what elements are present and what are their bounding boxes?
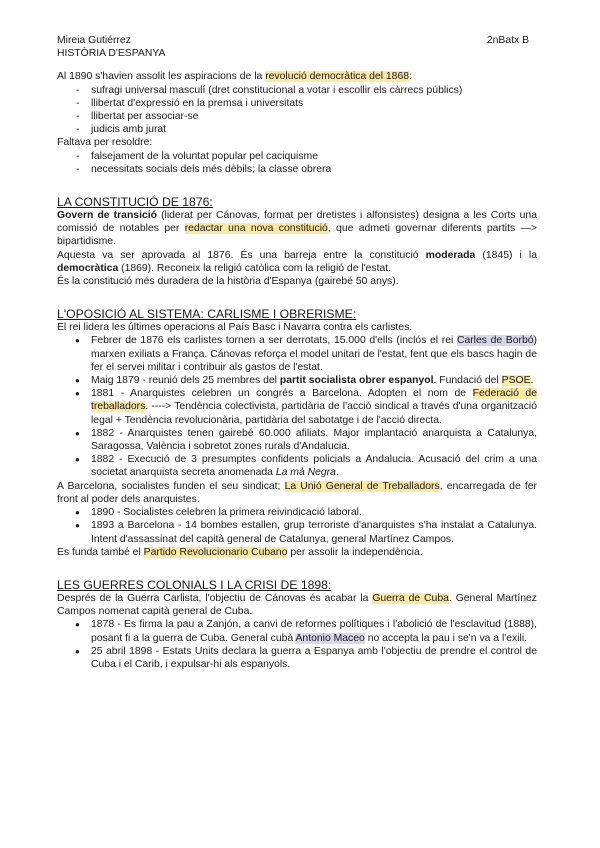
section-guerres bbox=[57, 578, 537, 671]
list-item: - llibertat per associar-se bbox=[57, 110, 537, 123]
list-item: - necessitats socials dels més dèbils; la classe obrera bbox=[57, 163, 537, 176]
highlight-guerra-cuba: Guerra de Cuba bbox=[372, 592, 449, 604]
highlight-ugt: La Unió General de Treballadors bbox=[284, 480, 440, 492]
bullet-list bbox=[57, 506, 537, 546]
paragraph: És la constitució més duradera de la història d'Espanya (gairebé 50 anys). bbox=[57, 276, 399, 288]
highlight-redactar: redactar una nova constitució bbox=[184, 223, 328, 235]
highlight-maceo: Antonio Maceo bbox=[295, 632, 365, 644]
paragraph: Aquesta va ser aprovada al 1876. És una barreja entre la constitució moderada (1845) i la democràtica (1869). Reconeix la religió catòlica com la religió de l'estat. bbox=[57, 249, 537, 274]
list-item: ● 1890 - Socialistes celebren la primera reivindicació laboral. bbox=[57, 506, 537, 519]
list-item: ● 1882 - Execució de 3 presumptes confidents policials a Andalucia. Acusació del crim a una societat anarquista secreta anomenada La mà Negra. bbox=[57, 453, 537, 479]
list-item: ● Maig 1879 - reunió dels 25 membres del partit socialista obrer espanyol. Fundació del PSOE. bbox=[57, 374, 537, 387]
author-name: Mireia Gutiérrez bbox=[57, 35, 131, 46]
list-item: ● 1878 - Es firma la pau a Zanjón, a canvi de reformes polítiques i l'abolició de l'esclavitud (1888), posant fi a la guerra de Cuba. General cubà Antonio Maceo no accepta la pau i se'n va a l'exili. bbox=[57, 618, 537, 644]
list-item: - llibertat d'expressió en la premsa i universitats bbox=[57, 97, 537, 110]
highlight-partido: Partido Revolucionario Cubano bbox=[143, 546, 288, 558]
paragraph: Es funda també el Partido Revolucionario Cubano per assolir la independència. bbox=[57, 546, 423, 558]
bullet-list bbox=[57, 618, 537, 671]
paragraph: Després de la Guerra Carlista, l'objectiu de Cánovas és acabar la Guerra de Cuba. General Martínez Campos nomenat capità general de Cuba. bbox=[57, 592, 537, 618]
highlight-revolucio: revolució democràtica del 1868 bbox=[265, 71, 410, 83]
paragraph: Govern de transició (liderat per Cánovas, format per dretistes i alfonsistes) designa a les Corts una comissió de notables per redactar una nova constitució, que admeti governar diferents partits —> bipartidisme. bbox=[57, 210, 537, 248]
list-item: ● 1893 a Barcelona - 14 bombes estallen, grup terroriste d'anarquistes s'ha instalat a Catalunya. Intent d'assassinat del capità general de Catalunya, general Martínez Campos. bbox=[57, 519, 537, 545]
document-content bbox=[57, 34, 537, 671]
list-item: ● 1882 - Anarquistes tenen gairebé 60.000 afiliats. Major implantació anarquista a Catalunya, Saragossa, València i sobretot zones rurals d'Andalucia. bbox=[57, 427, 537, 453]
pending-label: Faltava per resoldre: bbox=[57, 137, 153, 149]
section-heading: LA CONSTITUCIÓ DE 1876: bbox=[57, 195, 213, 210]
section-intro bbox=[57, 70, 537, 176]
list-item: ● Febrer de 1876 els carlistes tornen a ser derrotats, 15.000 d'ells (inclós el rei Carles de Borbó) marxen exiliats a França. Cánovas reforça el model unitari de l'estat, fent que els bascs hagin de fer el servei militar i contribuir als gastos de l'estat. bbox=[57, 334, 537, 374]
subject-title: HISTÒRIA D'ESPANYA bbox=[57, 48, 166, 60]
bullet-list bbox=[57, 334, 537, 479]
list-item: - judicis amb jurat bbox=[57, 123, 537, 136]
page-header bbox=[57, 34, 537, 60]
paragraph: A Barcelona, socialistes funden el seu sindicat; La Unió General de Treballadors, encarregada de fer front al poder dels anarquistes. bbox=[57, 480, 537, 505]
section-oposicio bbox=[57, 307, 537, 559]
highlight-carles: Carles de Borbó bbox=[456, 335, 534, 347]
highlight-federacio: Federació de treballadors bbox=[91, 388, 537, 413]
section-heading: LES GUERRES COLONIALS I LA CRISI DE 1898: bbox=[57, 577, 332, 592]
class-label: 2nBatx B bbox=[486, 35, 529, 46]
achievements-list bbox=[57, 84, 537, 137]
list-item: ● 25 abril 1898 - Estats Units declara la guerra a Espanya amb l'objectiu de prendre el control de Cuba i el Carib, i expulsar-hi als espanyols. bbox=[57, 645, 537, 671]
list-item: - sufragi universal masculí (dret constitucional a votar i escollir els càrrecs públics) bbox=[57, 84, 537, 97]
intro-paragraph: Al 1890 s'havien assolit les aspiracions de la revolució democràtica del 1868: bbox=[57, 71, 412, 83]
highlight-psoe: PSOE bbox=[501, 375, 531, 387]
section-heading: L'OPOSICIÓ AL SISTEMA: CARLISME I OBRERISME: bbox=[57, 307, 357, 322]
pending-list bbox=[57, 150, 537, 176]
paragraph: El rei lidera les últimes operacions al País Basc i Navarra contra els carlistes. bbox=[57, 322, 413, 334]
section-constitucio bbox=[57, 195, 537, 288]
list-item: - falsejament de la voluntat popular pel caciquisme bbox=[57, 150, 537, 163]
list-item: ● 1881 - Anarquistes celebren un congrés a Barcelona. Adopten el nom de Federació de treballadors. ----> Tendència colectivista, partidària de l'acció sindical a través d'una organització legal + Tendència revolucionària, partidària del sabotatge i de l'acció directa. bbox=[57, 387, 537, 427]
